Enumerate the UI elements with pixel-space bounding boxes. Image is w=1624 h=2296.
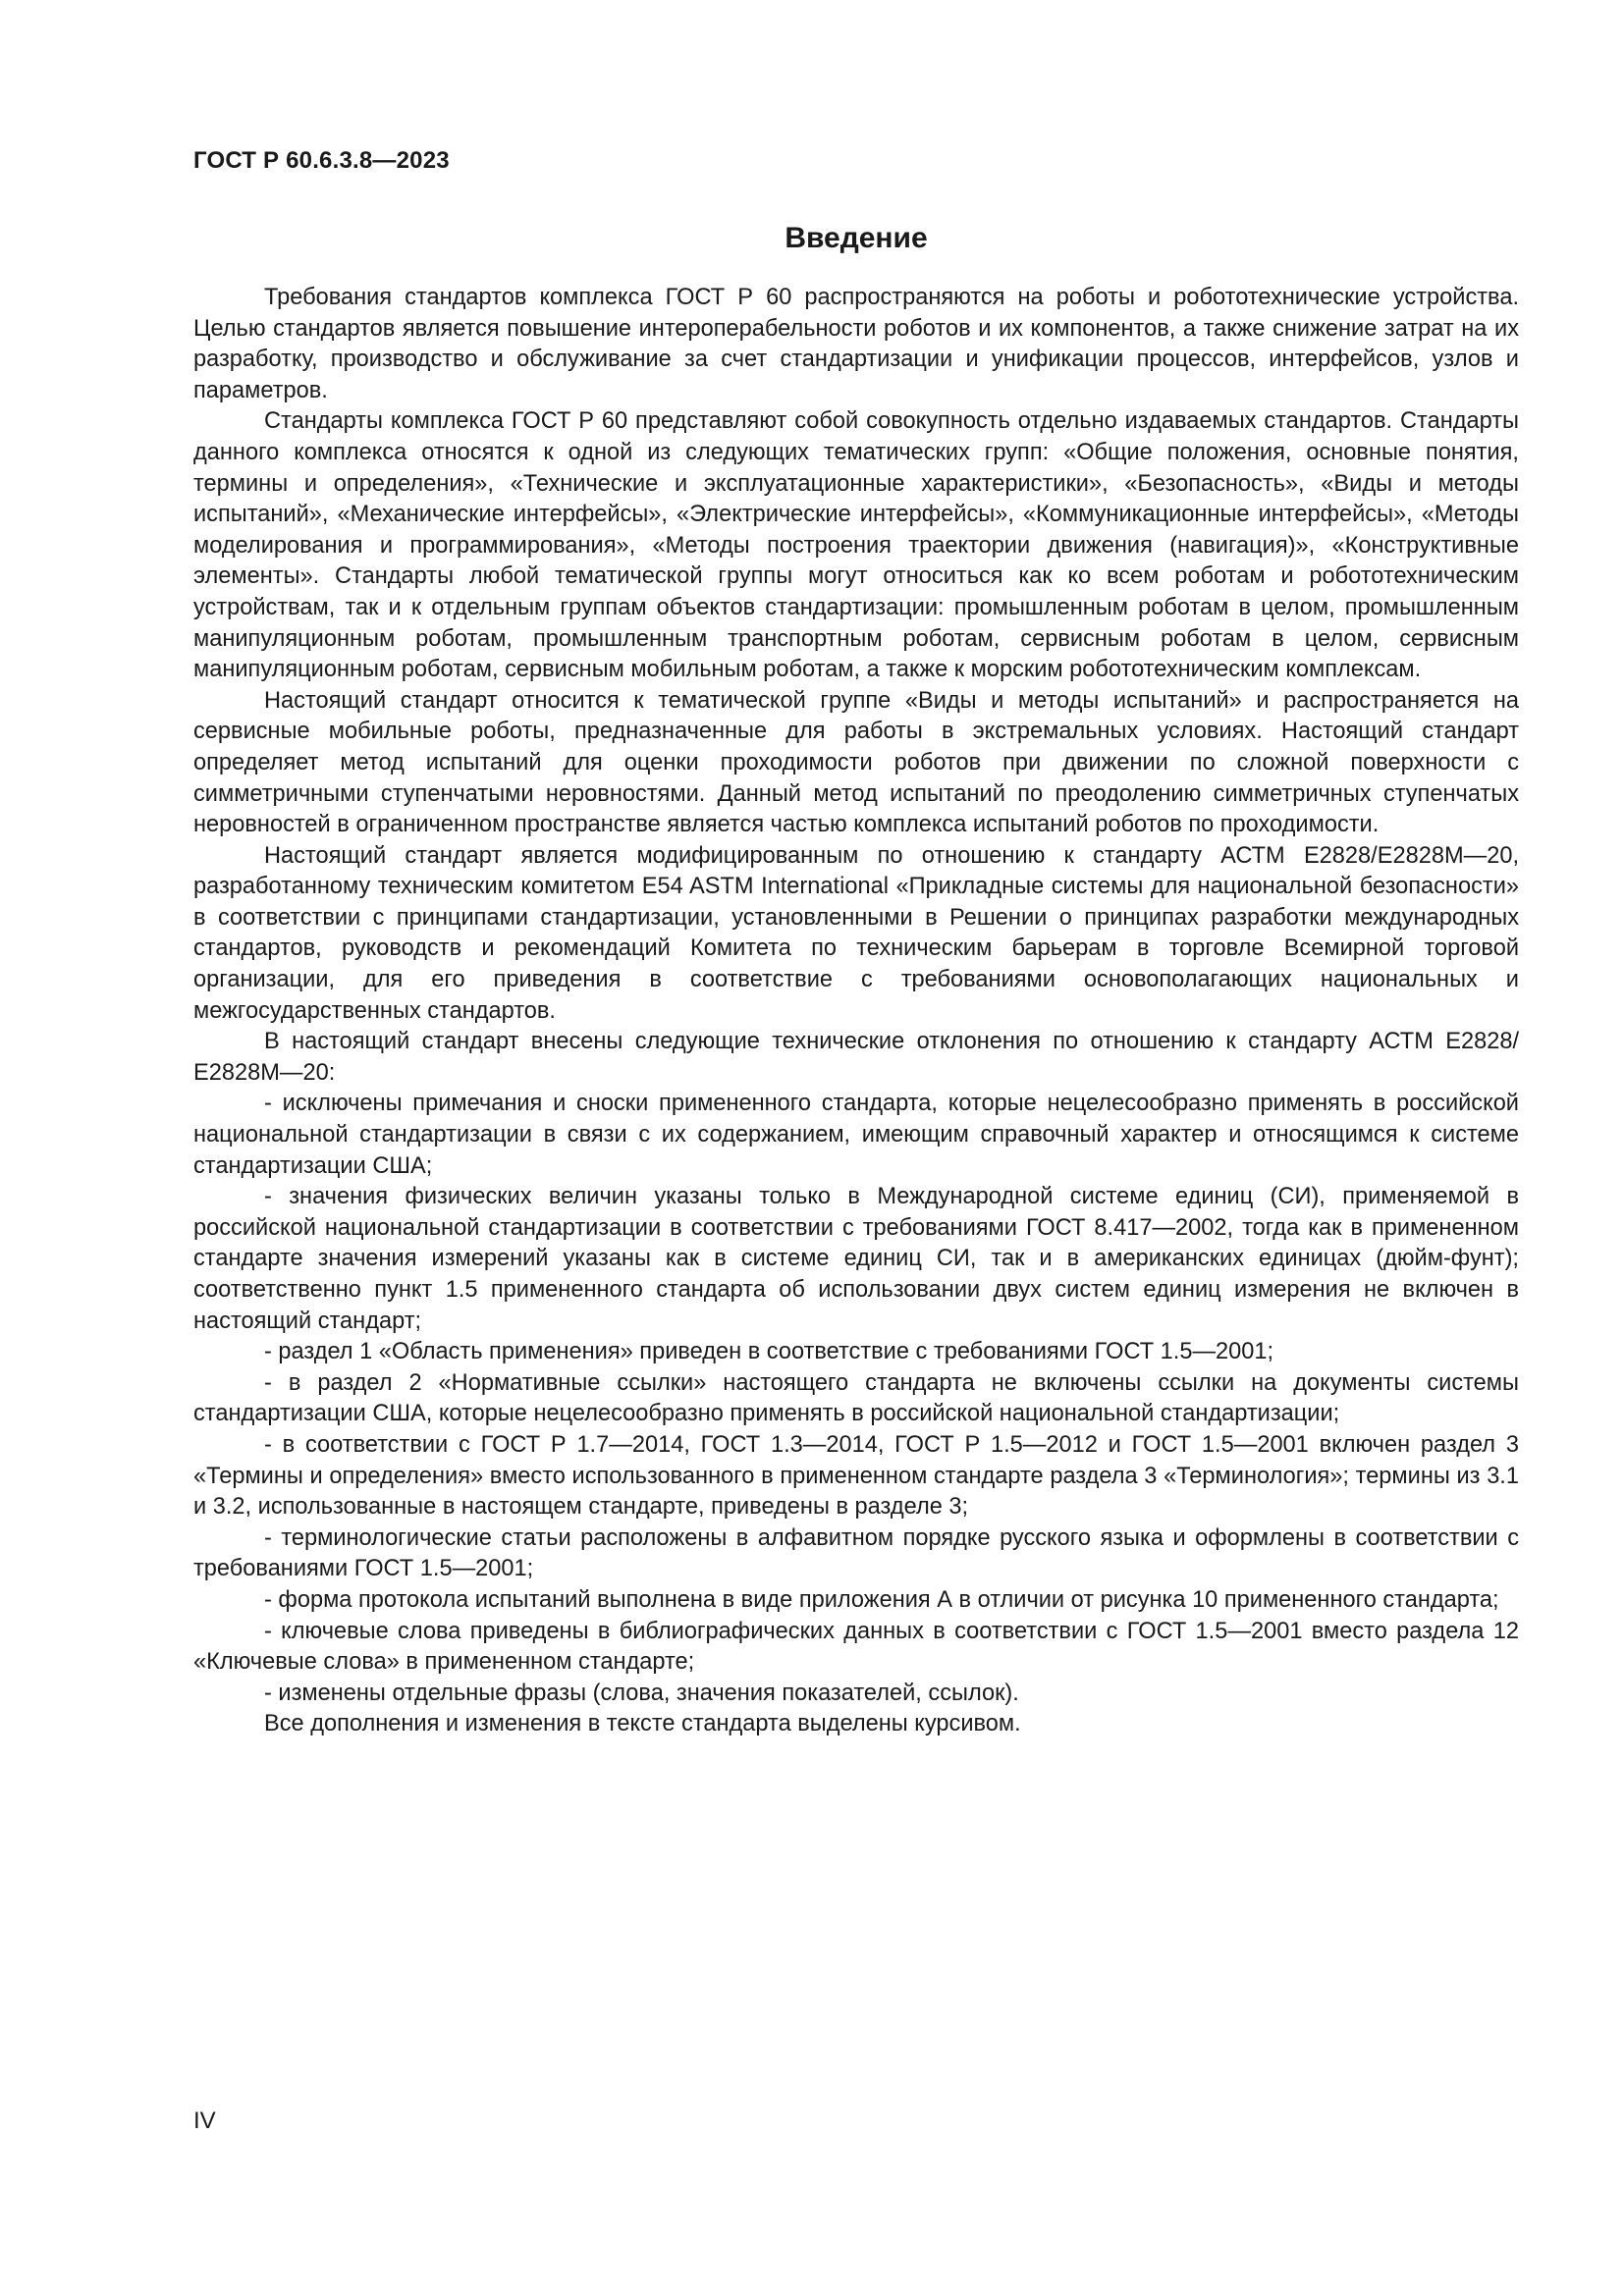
page-number: IV — [193, 2108, 216, 2134]
section-title: Введение — [785, 222, 928, 254]
list-item: - значения физических величин указаны только в Международной системе единиц (СИ), применяемой в российской национальной стандартизации в соответствии с требованиями ГОСТ 8.417—2002, тогда как в примененном стандарте значения измерений указаны как в системе единиц СИ, так и в американских единицах (дюйм-фунт); соответственно пункт 1.5 примененного стандарта об использовании двух систем единиц измерения не включен в настоящий стандарт; — [193, 1184, 1519, 1334]
list-item: - в раздел 2 «Нормативные ссылки» настоящего стандарта не включены ссылки на документы системы стандартизации США, которые нецелесообразно применять в российской национальной стандартизации; — [193, 1369, 1519, 1427]
paragraph: Настоящий стандарт относится к тематической группе «Виды и методы испытаний» и распространяется на сервисные мобильные роботы, предназначенные для работы в экстремальных условиях. Настоящий стандарт определяет метод испытаний для оценки проходимости роботов при движении по сложной поверхности с симметричными ступенчатыми неровностями. Данный метод испытаний по преодолению симметричных ступенчатых неровностей в ограниченном пространстве является частью комплекса испытаний роботов по проходимости. — [193, 687, 1519, 838]
paragraph: Стандарты комплекса ГОСТ Р 60 представляют собой совокупность отдельно издаваемых стандартов. Стандарты данного комплекса относятся к одной из следующих тематических групп: «Общие положения, основные понятия, термины и определения», «Технические и эксплуатационные характеристики», «Безопасность», «Виды и методы испытаний», «Механические интерфейсы», «Электрические интерфейсы», «Коммуникационные интерфейсы», «Методы моделирования и программирования», «Методы построения траектории движения (навигация)», «Конструктивные элементы». Стандарты любой тематической группы могут относиться как ко всем роботам и робототехническим устройствам, так и к отдельным группам объектов стандартизации: промышленным роботам в целом, промышленным манипуляционным роботам, промышленным транспортным роботам, сервисным роботам в целом, сервисным манипуляционным роботам, сервисным мобильным роботам, а также к морским робототехническим комплексам. — [193, 408, 1519, 683]
document-code: ГОСТ Р 60.6.3.8—2023 — [193, 147, 450, 174]
list-item: - в соответствии с ГОСТ Р 1.7—2014, ГОСТ 1.3—2014, ГОСТ Р 1.5—2012 и ГОСТ 1.5—2001 включен раздел 3 «Термины и определения» вместо использованного в примененном стандарте раздела 3 «Терминология»; термины из 3.1 и 3.2, использованные в настоящем стандарте, приведены в разделе 3; — [193, 1431, 1519, 1521]
list-item: - исключены примечания и сноски примененного стандарта, которые нецелесообразно применять в российской национальной стандартизации в связи с их содержанием, имеющим справочный характер и относящимся к системе стандартизации США; — [193, 1091, 1519, 1179]
list-item: - терминологические статьи расположены в алфавитном порядке русского языка и оформлены в соответствии с требованиями ГОСТ 1.5—2001; — [193, 1524, 1519, 1582]
list-item: - форма протокола испытаний выполнена в виде приложения А в отличии от рисунка 10 примененного стандарта; — [264, 1586, 1499, 1613]
list-item: - изменены отдельные фразы (слова, значения показателей, ссылок). — [264, 1680, 1019, 1706]
list-item: - раздел 1 «Область применения» приведен в соответствие с требованиями ГОСТ 1.5—2001; — [264, 1339, 1274, 1365]
list-item: - ключевые слова приведены в библиографических данных в соответствии с ГОСТ 1.5—2001 вместо раздела 12 «Ключевые слова» в примененном стандарте; — [193, 1618, 1519, 1676]
closing-paragraph: Все дополнения и изменения в тексте стандарта выделены курсивом. — [264, 1711, 1021, 1737]
introduction-body — [193, 283, 1519, 1740]
paragraph: В настоящий стандарт внесены следующие технические отклонения по отношению к стандарту АСТМ Е2828/Е2828М—20: — [193, 1029, 1519, 1086]
paragraph: Настоящий стандарт является модифицированным по отношению к стандарту АСТМ Е2828/Е2828М—20, разработанному техническим комитетом E54 ASTM International «Прикладные системы для национальной безопасности» в соответствии с принципами стандартизации, установленными в Решении о принципах разработки международных стандартов, руководств и рекомендаций Комитета по техническим барьерам в торговле Всемирной торговой организации, для его приведения в соответствие с требованиями основополагающих национальных и межгосударственных стандартов. — [193, 842, 1519, 1024]
paragraph: Требования стандартов комплекса ГОСТ Р 60 распространяются на роботы и робототехнические устройства. Целью стандартов является повышение интероперабельности роботов и их компонентов, а также снижение затрат на их разработку, производство и обслуживание за счет стандартизации и унификации процессов, интерфейсов, узлов и параметров. — [193, 285, 1519, 403]
